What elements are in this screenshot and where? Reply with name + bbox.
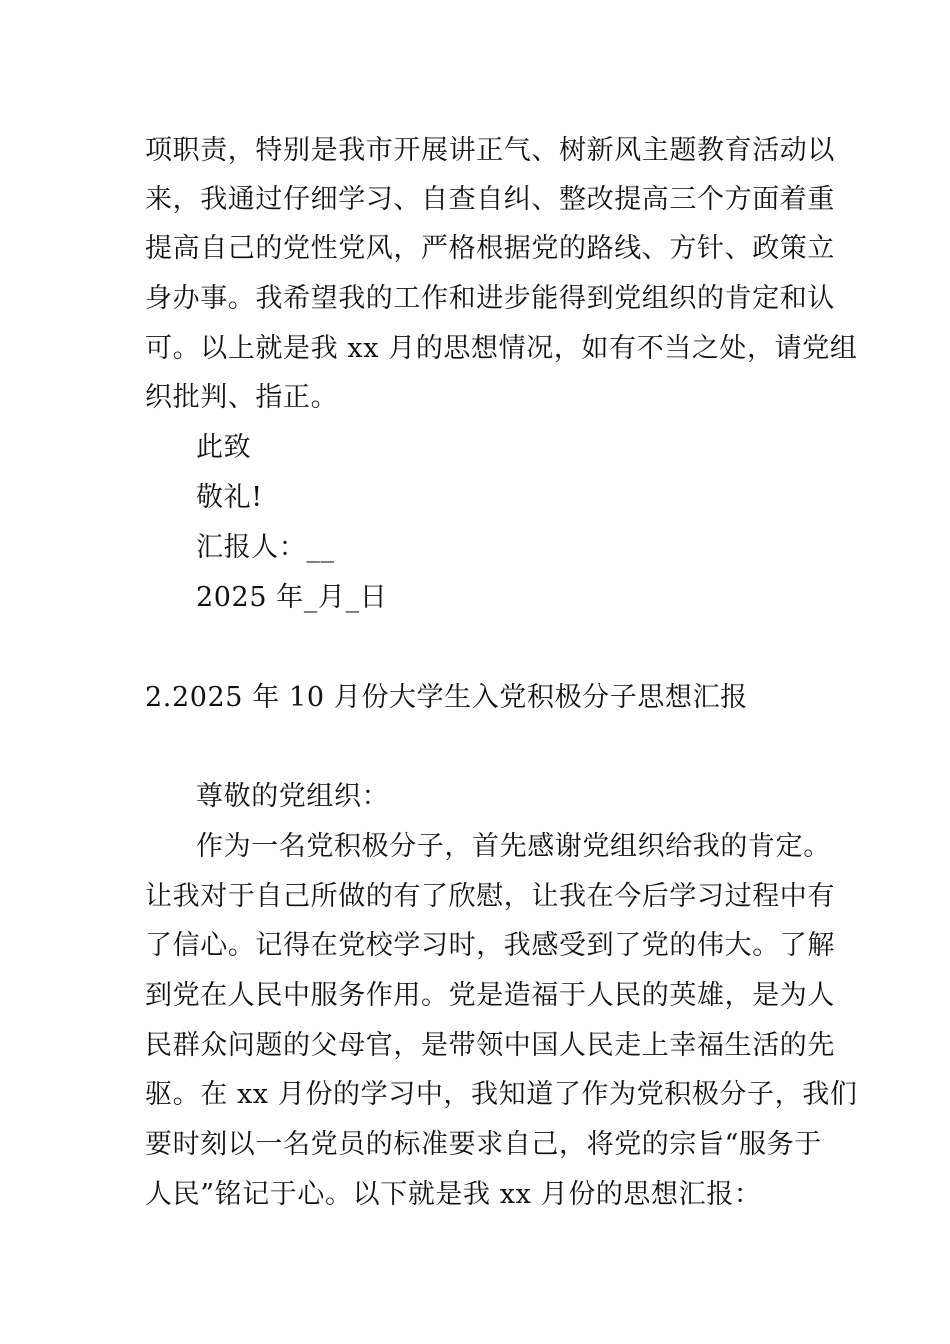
section-heading: 2.2025 年 10 月份大学生入党积极分子思想汇报 [145, 682, 748, 713]
paragraph-line: 要时刻以一名党员的标准要求自己，将党的宗旨“服务于 [145, 1129, 822, 1160]
paragraph-line: 可。以上就是我 xx 月的思想情况，如有不当之处，请党组 [145, 333, 858, 364]
date-line: 2025 年_月_日 [196, 582, 388, 613]
paragraph-line: 身办事。我希望我的工作和进步能得到党组织的肯定和认 [145, 283, 835, 314]
paragraph-line: 来，我通过仔细学习、自查自纠、整改提高三个方面着重 [145, 184, 835, 215]
salute-text: 敬礼! [196, 482, 263, 513]
paragraph-line: 驱。在 xx 月份的学习中，我知道了作为党积极分子，我们 [145, 1079, 858, 1110]
paragraph-line: 民群众问题的父母官，是带领中国人民走上幸福生活的先 [145, 1030, 835, 1061]
closing-text: 此致 [196, 432, 252, 463]
paragraph-line: 让我对于自己所做的有了欣慰，让我在今后学习过程中有 [145, 881, 835, 912]
paragraph-line: 人民”铭记于心。以下就是我 xx 月份的思想汇报： [145, 1179, 762, 1210]
paragraph-line: 织批判、指正。 [145, 382, 339, 413]
greeting-text: 尊敬的党组织： [196, 781, 390, 812]
paragraph-line: 了信心。记得在党校学习时，我感受到了党的伟大。了解 [145, 930, 835, 961]
paragraph-line: 项职责，特别是我市开展讲正气、树新风主题教育活动以 [145, 135, 835, 166]
paragraph-line: 到党在人民中服务作用。党是造福于人民的英雄，是为人 [145, 980, 835, 1011]
paragraph-line: 提高自己的党性党风，严格根据党的路线、方针、政策立 [145, 233, 835, 264]
reporter-line: 汇报人：__ [196, 532, 335, 563]
paragraph-line: 作为一名党积极分子，首先感谢党组织给我的肯定。 [196, 831, 831, 862]
